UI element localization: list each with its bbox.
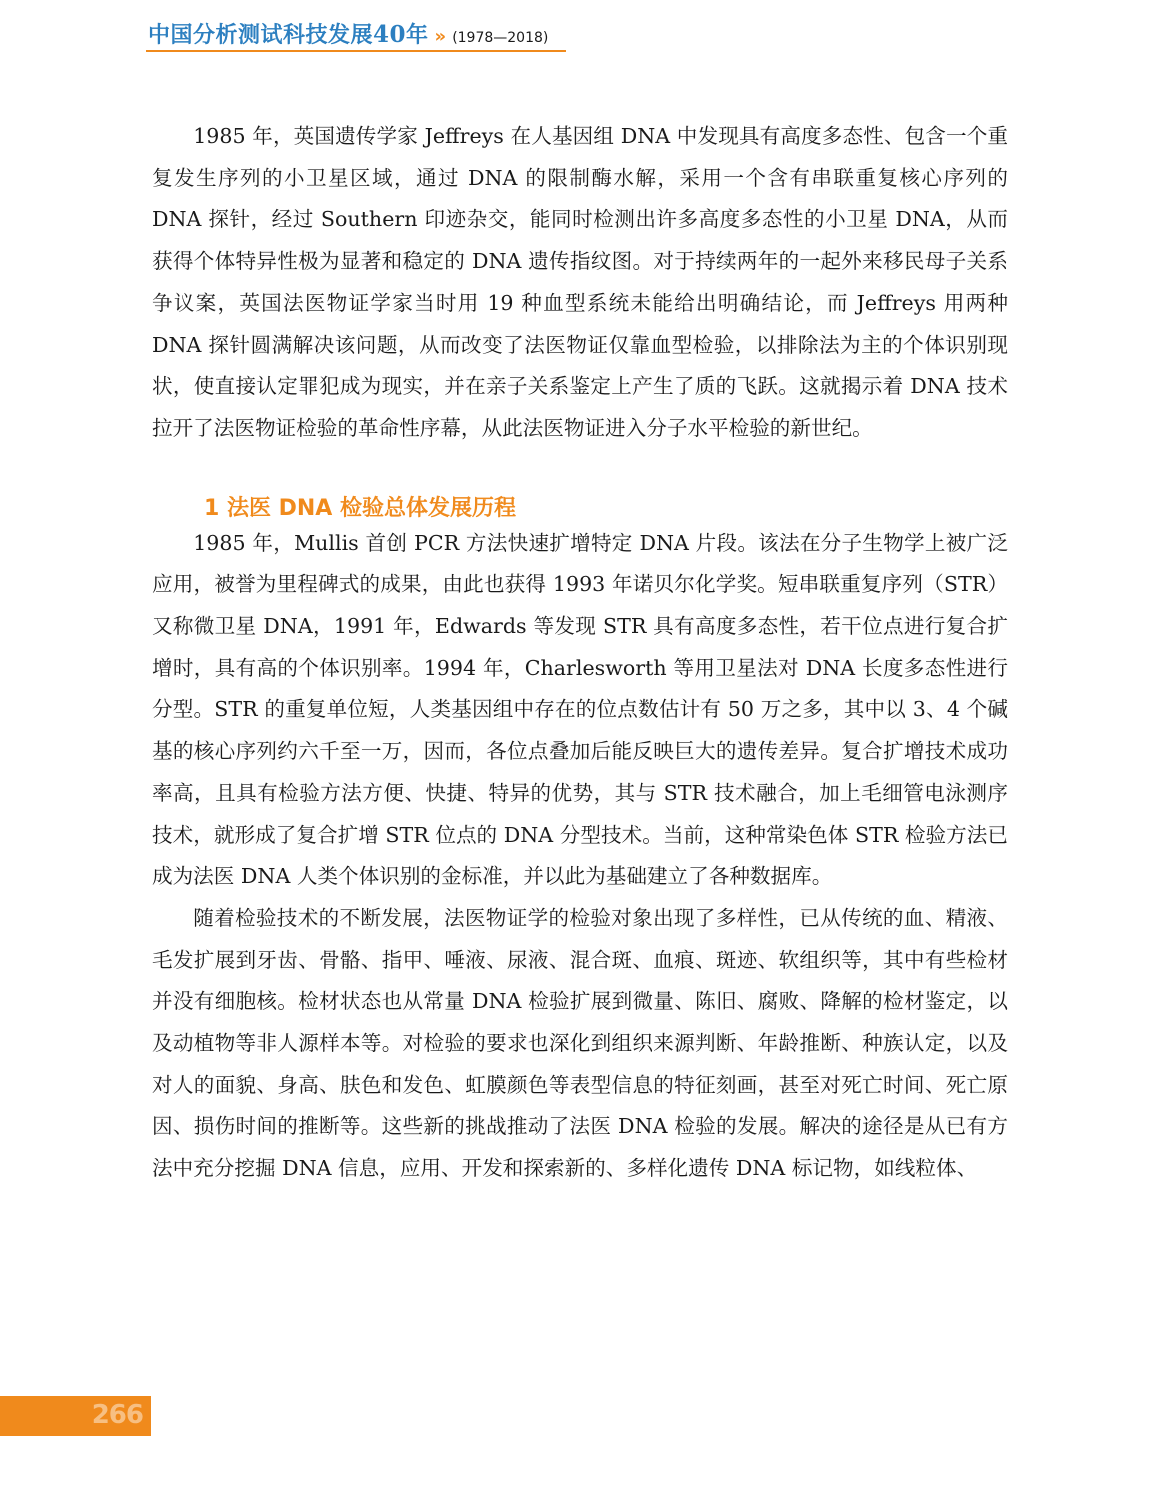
paragraph-pcr-str: 1985 年，Mullis 首创 PCR 方法快速扩增特定 DNA 片段。该法在分子生物学上被广泛应用，被誉为里程碑式的成果，由此也获得 1993 年诺贝尔化学奖。短串联重复序列（STR）又称微卫星 DNA，1991 年，Edwards 等发现 STR 具有高度多态性，若干位点进行复合扩增时，具有高的个体识别率。1994 年，Charlesworth 等用卫星法对 DNA 长度多态性进行分型。STR 的重复单位短，人类基因组中存在的位点数估计有 50 万之多，其中以 3、4 个碱基的核心序列约六千至一万，因而，各位点叠加后能反映巨大的遗传差异。复合扩增技术成功率高，且具有检验方法方便、快捷、特异的优势，其与 STR 技术融合，加上毛细管电泳测序技术，就形成了复合扩增 STR 位点的 DNA 分型技术。当前，这种常染色体 STR 检验方法已成为法医 DNA 人类个体识别的金标准，并以此为基础建立了各种数据库。	[152, 530, 1008, 889]
paragraph-jeffreys: 1985 年，英国遗传学家 Jeffreys 在人基因组 DNA 中发现具有高度多态性、包含一个重复发生序列的小卫星区域，通过 DNA 的限制酶水解，采用一个含有串联重复核心序列的 DNA 探针，经过 Southern 印迹杂交，能同时检测出许多高度多态性的小卫星 DNA，从而获得个体特异性极为显著和稳定的 DNA 遗传指纹图。对于持续两年的一起外来移民母子关系争议案，英国法医物证学家当时用 19 种血型系统未能给出明确结论，而 Jeffreys 用两种 DNA 探针圆满解决该问题，从而改变了法医物证仅靠血型检验，以排除法为主的个体识别现状，使直接认定罪犯成为现实，并在亲子关系鉴定上产生了质的飞跃。这就揭示着 DNA 技术拉开了法医物证检验的革命性序幕，从此法医物证进入分子水平检验的新世纪。	[152, 124, 1008, 440]
header-rule	[146, 50, 566, 52]
book-title-number: 40	[373, 21, 407, 48]
paragraph-diversity: 随着检验技术的不断发展，法医物证学的检验对象出现了多样性，已从传统的血、精液、毛发扩展到牙齿、骨骼、指甲、唾液、尿液、混合斑、血痕、斑迹、软组织等，其中有些检材并没有细胞核。检材状态也从常量 DNA 检验扩展到微量、陈旧、腐败、降解的检材鉴定，以及动植物等非人源样本等。对检验的要求也深化到组织来源判断、年龄推断、种族认定，以及对人的面貌、身高、肤色和发色、虹膜颜色等表型信息的特征刻画，甚至对死亡时间、死亡原因、损伤时间的推断等。这些新的挑战推动了法医 DNA 检验的发展。解决的途径是从已有方法中充分挖掘 DNA 信息，应用、开发和探索新的、多样化遗传 DNA 标记物，如线粒体、	[152, 905, 1008, 1181]
year-range: (1978—2018)	[452, 30, 549, 46]
page-number-tab	[0, 1396, 151, 1436]
chevron-icon: »	[434, 26, 447, 47]
book-title: 中国分析测试科技发展40年	[148, 21, 429, 48]
running-header	[148, 18, 548, 46]
section-heading: 1 法医 DNA 检验总体发展历程	[204, 495, 516, 521]
page-body	[152, 116, 1008, 1190]
page-number: 266	[91, 1400, 143, 1430]
